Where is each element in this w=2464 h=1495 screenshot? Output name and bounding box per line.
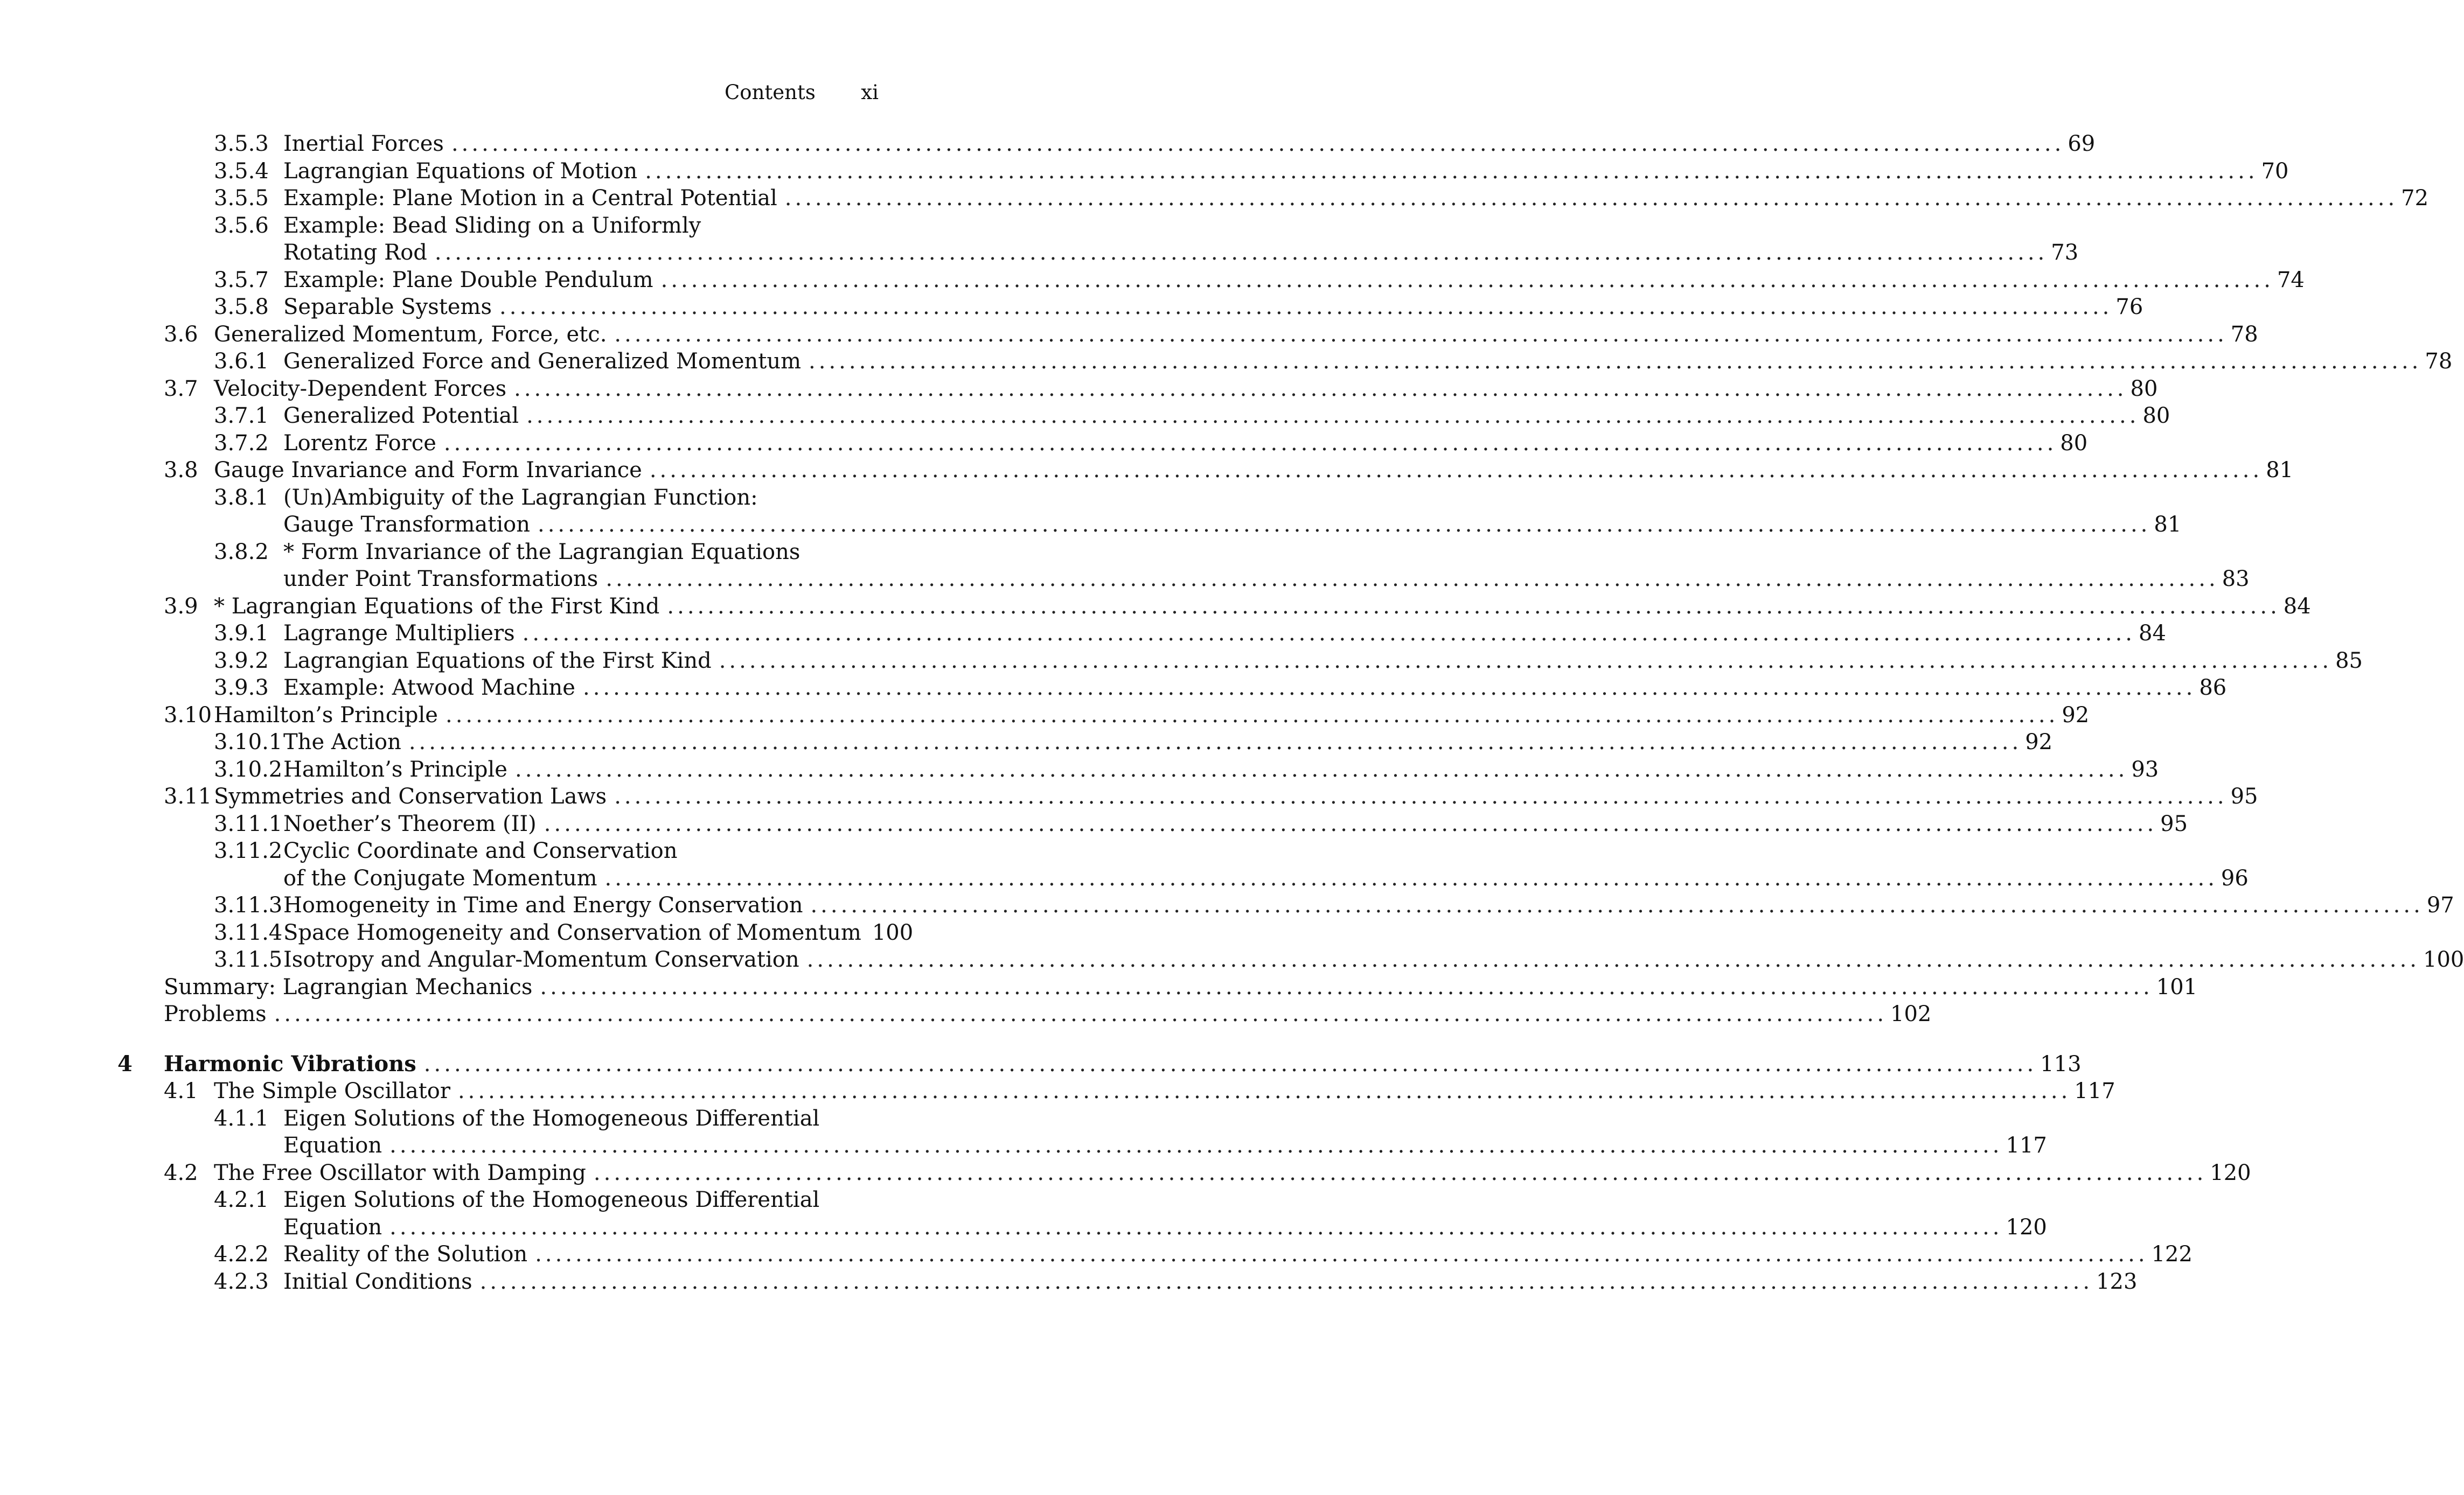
header-page-number: xi [861, 81, 879, 104]
toc-entry-title-wrap [283, 267, 2305, 294]
toc-page-number: 120 [2006, 1214, 2047, 1240]
toc-page-number: 76 [2115, 295, 2143, 319]
toc-entry-title-wrap [283, 239, 2079, 267]
toc-entry-title-wrap [164, 1051, 2082, 1078]
toc-entry-number: 3.11.2 [214, 839, 283, 863]
toc-page-number: 84 [2139, 621, 2166, 646]
toc-entry[interactable] [0, 1078, 2115, 1105]
toc-entry-number: 3.11 [164, 784, 212, 809]
leader-dots: ................................................................................................................................................................ [593, 1160, 2207, 1185]
toc-entry-title-wrap [283, 158, 2289, 185]
toc-entry-number: 3.5.3 [214, 131, 269, 156]
toc-entry-title: Space Homogeneity and Conservation of Momentum [283, 920, 861, 945]
toc-entry[interactable] [0, 457, 2294, 484]
toc-entry-number: 3.8.2 [214, 539, 269, 564]
toc-page-number: 83 [2222, 567, 2250, 591]
toc-entry-number: 3.5.5 [214, 186, 269, 211]
toc-entry-line [0, 620, 2166, 647]
toc-page-number: 84 [2283, 593, 2311, 619]
leader-dots: ................................................................................................................................................................ [605, 567, 2219, 591]
toc-entry-line [0, 946, 2464, 974]
toc-page-number: 100 [2423, 947, 2464, 972]
leader-dots: ................................................................................................................................................................ [645, 158, 2258, 184]
toc-entry-title-wrap [283, 1268, 2138, 1296]
leader-dots: ................................................................................................................................................................ [423, 1051, 2037, 1077]
toc-entry[interactable] [0, 1268, 2138, 1296]
toc-entry[interactable] [0, 702, 2090, 729]
toc-entry[interactable] [0, 919, 986, 947]
toc-entry-number: 3.5.6 [214, 213, 269, 238]
leader-dots: ................................................................................................................................................................ [514, 376, 2127, 401]
toc-entry-number: 3.7 [164, 376, 198, 401]
toc-entry-title: Problems [164, 1002, 267, 1026]
toc-entry-title: Reality of the Solution [283, 1242, 528, 1267]
toc-entry-number: 4.1.1 [214, 1106, 269, 1131]
toc-entry-title: Generalized Momentum, Force, etc. [214, 322, 607, 347]
toc-entry-line [0, 1001, 1932, 1028]
toc-page-number: 80 [2142, 403, 2170, 428]
toc-entry-title: Equation [283, 1214, 382, 1240]
toc-entry[interactable] [0, 348, 2453, 375]
toc-entry-number: 3.5.8 [214, 295, 269, 319]
toc-entry-title: Generalized Force and Generalized Momentum [283, 349, 802, 374]
toc-entry[interactable] [0, 837, 2249, 892]
toc-page-number: 92 [2062, 702, 2090, 728]
toc-entry-title: Summary: Lagrangian Mechanics [164, 974, 533, 1000]
toc-entry-line [0, 593, 2311, 620]
toc-entry-title: Initial Conditions [283, 1269, 472, 1294]
toc-entry-title: Eigen Solutions of the Homogeneous Differential [283, 1187, 820, 1212]
toc-entry-number: 3.10.2 [214, 757, 283, 782]
leader-dots: ................................................................................................................................................................ [667, 593, 2280, 619]
toc-entry-title-wrap [283, 811, 2188, 838]
toc-entry-number: 3.11.4 [214, 920, 283, 945]
toc-entry[interactable] [0, 647, 2363, 675]
leader-dots: ................................................................................................................................................................ [810, 893, 2424, 918]
toc-entry-title-wrap [214, 702, 2090, 729]
toc-entry-line [0, 865, 2249, 892]
toc-page-number: 117 [2074, 1079, 2115, 1103]
toc-entry[interactable] [0, 620, 2166, 647]
toc-entry-title-wrap [214, 375, 2158, 403]
leader-dots: ................................................................................................................................................................ [389, 1214, 2003, 1240]
toc-entry[interactable] [0, 212, 2079, 267]
toc-entry[interactable] [0, 185, 2429, 212]
toc-entry-line [0, 811, 2188, 838]
toc-entry-title: The Action [283, 730, 401, 755]
toc-entry-number: 3.6 [164, 322, 198, 347]
leader-dots: ................................................................................................................................................................ [514, 757, 2128, 782]
toc-entry-title: Cyclic Coordinate and Conservation [283, 839, 678, 863]
leader-dots: ................................................................................................................................................................ [806, 947, 2420, 972]
toc-entry-number: 4.2.2 [214, 1242, 269, 1267]
toc-entry-number: 3.9.3 [214, 675, 269, 700]
leader-dots: ................................................................................................................................................................ [443, 430, 2057, 456]
toc-page-number: 70 [2261, 158, 2289, 184]
toc-entry-line [0, 539, 986, 566]
toc-page-number: 93 [2131, 757, 2159, 782]
toc-entry-title: Separable Systems [283, 295, 492, 319]
toc-entry[interactable] [0, 430, 2088, 457]
toc-entry-title: * Lagrangian Equations of the First Kind [214, 593, 660, 619]
toc-entry-title-wrap [283, 348, 2453, 375]
toc-entry-title-wrap [283, 565, 2250, 593]
toc-entry-title-wrap [283, 756, 2159, 784]
toc-entry-title: The Free Oscillator with Damping [214, 1160, 586, 1185]
leader-dots: ................................................................................................................................................................ [809, 349, 2422, 374]
toc-entry-title: The Simple Oscillator [214, 1079, 450, 1103]
running-header [0, 81, 986, 108]
toc-entry-title: Rotating Rod [283, 240, 427, 265]
leader-dots: ................................................................................................................................................................ [451, 131, 2065, 156]
toc-entry-number: 3.11.1 [214, 811, 283, 836]
toc-entry-line [0, 783, 2258, 811]
toc-entry-line [0, 974, 2198, 1001]
toc-entry-title-wrap [283, 837, 678, 865]
header-title: Contents [725, 81, 816, 104]
toc-entry-line [0, 130, 2096, 158]
toc-entry-title-wrap [283, 430, 2088, 457]
toc-entry-title-wrap [283, 402, 2170, 430]
toc-entry-title-wrap [283, 1214, 2047, 1241]
toc-entry-line [0, 647, 2363, 675]
toc-entry-line [0, 919, 986, 947]
toc-entry-number: 3.9.2 [214, 648, 269, 673]
toc-entry[interactable] [0, 1159, 2251, 1187]
toc-entry-title: Noether’s Theorem (II) [283, 811, 537, 836]
leader-dots: ................................................................................................................................................................ [479, 1269, 2093, 1294]
toc-entry-title: Symmetries and Conservation Laws [214, 784, 607, 809]
toc-page-number: 100 [872, 920, 914, 945]
toc-entry-number: 3.10.1 [214, 730, 283, 755]
toc-entry[interactable] [0, 892, 2454, 919]
toc-entry-title: Generalized Potential [283, 403, 519, 428]
leader-dots: ................................................................................................................................................................ [499, 295, 2113, 319]
toc-entry-number: 4.2 [164, 1160, 198, 1185]
toc-entry-title: Gauge Invariance and Form Invariance [214, 458, 642, 483]
toc-entry-line [0, 294, 2143, 321]
toc-page-number: 69 [2068, 131, 2096, 156]
toc-entry-number: 3.11.3 [214, 893, 283, 918]
toc-page-number: 78 [2425, 349, 2453, 374]
toc-entry-title-wrap [283, 130, 2096, 158]
toc-entry-title-wrap [283, 484, 758, 512]
leader-dots: ................................................................................................................................................................ [614, 322, 2228, 347]
toc-entry-title-wrap [164, 974, 2198, 1001]
toc-entry-title-wrap [214, 1078, 2115, 1105]
toc-entry-title-wrap [214, 321, 2258, 348]
toc-page-number: 101 [2156, 974, 2198, 1000]
toc-entry-title: Example: Bead Sliding on a Uniformly [283, 213, 701, 238]
toc-entry[interactable] [0, 729, 2053, 756]
leader-dots: ................................................................................................................................................................ [408, 730, 2022, 755]
toc-page-number: 80 [2130, 376, 2158, 401]
toc-entry-title: Isotropy and Angular-Momentum Conservation [283, 947, 799, 972]
toc-entry[interactable] [0, 130, 2096, 158]
toc-page-number: 86 [2199, 675, 2227, 700]
toc-entry-number: 3.7.1 [214, 403, 269, 428]
toc-entry-number: 3.5.7 [214, 267, 269, 292]
chapter-spacer [0, 1028, 986, 1051]
toc-entry-title: Homogeneity in Time and Energy Conservation [283, 893, 803, 918]
toc-entry[interactable] [0, 974, 2198, 1001]
toc-entry[interactable] [0, 402, 2170, 430]
toc-entry-line [0, 267, 2305, 294]
toc-entry-line [0, 158, 2289, 185]
toc-entry-title-wrap [214, 457, 2294, 484]
toc-entry-number: 4.2.3 [214, 1269, 269, 1294]
toc-entry-title-wrap [283, 729, 2053, 756]
toc-entry[interactable] [0, 783, 2258, 811]
toc-page-number: 95 [2160, 811, 2188, 836]
leader-dots: ................................................................................................................................................................ [544, 811, 2157, 836]
toc-entry[interactable] [0, 946, 2464, 974]
toc-chapter-entry[interactable] [0, 1051, 2082, 1078]
leader-dots: ................................................................................................................................................................ [445, 702, 2059, 728]
toc-entry-line [0, 892, 2454, 919]
toc-entry-line [0, 756, 2159, 784]
toc-entry[interactable] [0, 1001, 1932, 1028]
leader-dots: ................................................................................................................................................................ [660, 267, 2274, 292]
toc-entry[interactable] [0, 811, 2188, 838]
leader-dots: ................................................................................................................................................................ [719, 648, 2333, 673]
leader-dots: ................................................................................................................................................................ [582, 675, 2196, 700]
toc-entry-title-wrap [283, 1105, 819, 1133]
leader-dots: ................................................................................................................................................................ [535, 1242, 2148, 1267]
toc-entry-title: Inertial Forces [283, 131, 444, 156]
toc-entry-line [0, 185, 2429, 212]
toc-entry-title: Lagrange Multipliers [283, 621, 515, 646]
toc-entry[interactable] [0, 1105, 2047, 1159]
toc-entry[interactable] [0, 1241, 2192, 1268]
toc-entry-line [0, 1159, 2251, 1187]
toc-page-number: 97 [2426, 893, 2454, 918]
toc-entry-title-wrap [283, 185, 2429, 212]
toc-entry-title-wrap [283, 647, 2363, 675]
toc-entry-number: 3.11.5 [214, 947, 283, 972]
toc-entry-title-wrap [214, 593, 2311, 620]
leader-dots: ................................................................................................................................................................ [457, 1079, 2071, 1103]
toc-entry-number: 3.10 [164, 702, 212, 728]
leader-dots: ................................................................................................................................................................ [522, 621, 2136, 646]
leader-dots: ................................................................................................................................................................ [274, 1002, 1888, 1026]
toc-entry-line [0, 430, 2088, 457]
toc-entry[interactable] [0, 539, 2250, 593]
toc-entry-number: 3.9 [164, 593, 198, 619]
toc-page-number: 81 [2154, 512, 2182, 537]
toc-entry-title: * Form Invariance of the Lagrangian Equations [283, 539, 801, 564]
toc-page-number: 80 [2060, 430, 2088, 456]
toc-entry-line [0, 484, 986, 512]
toc-entry-title-wrap [283, 892, 2454, 919]
toc-entry-title: Equation [283, 1133, 382, 1158]
toc-entry-line [0, 1051, 2082, 1078]
toc-entry[interactable] [0, 375, 2158, 403]
toc-entry-line [0, 239, 2079, 267]
leader-dots: ................................................................................................................................................................ [614, 784, 2228, 809]
toc-entry-line [0, 321, 2258, 348]
toc-entry-title-wrap [214, 1159, 2251, 1187]
toc-page-number: 81 [2266, 458, 2294, 483]
toc-entry-title: Example: Plane Double Pendulum [283, 267, 653, 292]
toc-entry-number: 4 [117, 1051, 133, 1077]
toc-entry-title-wrap [283, 539, 800, 566]
toc-entry-line [0, 674, 2227, 702]
toc-entry-number: 3.6.1 [214, 349, 269, 374]
toc-entry-number: 3.8.1 [214, 485, 269, 510]
toc-page-number: 102 [1890, 1002, 1932, 1026]
toc-entry-title-wrap [283, 919, 914, 947]
toc-entry-line [0, 837, 986, 865]
toc-entry-title: Velocity-Dependent Forces [214, 376, 507, 401]
toc-entry-title: Example: Atwood Machine [283, 675, 575, 700]
toc-page-number: 85 [2335, 648, 2363, 673]
toc-entry-number: 3.7.2 [214, 430, 269, 456]
toc-entry-title-wrap [164, 1001, 1932, 1028]
toc-entry-title-wrap [283, 865, 2249, 892]
toc-entry-line [0, 1268, 2138, 1296]
toc-entry[interactable] [0, 321, 2258, 348]
toc-entry-number: 4.1 [164, 1079, 198, 1103]
toc-entry-title-wrap [283, 511, 2182, 539]
toc-entry-line [0, 1241, 2192, 1268]
toc-entry-title: under Point Transformations [283, 567, 598, 591]
toc-entry-title: Hamilton’s Principle [283, 757, 507, 782]
toc-entry[interactable] [0, 294, 2143, 321]
toc-entry-line [0, 565, 2250, 593]
toc-page-number: 96 [2221, 865, 2249, 891]
toc-entry-title-wrap [283, 674, 2227, 702]
leader-dots: ................................................................................................................................................................ [784, 186, 2398, 211]
toc-entry-title-wrap [283, 1132, 2047, 1159]
toc-entry-title-wrap [283, 1186, 819, 1214]
leader-dots: ................................................................................................................................................................ [604, 865, 2218, 891]
toc-entry-title-wrap [214, 783, 2258, 811]
leader-dots: ................................................................................................................................................................ [389, 1133, 2003, 1158]
toc-entry-line [0, 348, 2453, 375]
toc-entry-line [0, 1105, 986, 1133]
leader-dots: ................................................................................................................................................................ [434, 240, 2048, 265]
toc-entry-title: Lagrangian Equations of the First Kind [283, 648, 712, 673]
toc-entry-title-wrap [283, 620, 2166, 647]
toc-page-number: 73 [2051, 240, 2079, 265]
toc-entry-line [0, 1132, 2047, 1159]
toc-entry-title: Example: Plane Motion in a Central Potential [283, 186, 777, 211]
toc-entry-title: Harmonic Vibrations [164, 1051, 416, 1077]
toc-page-number: 123 [2096, 1269, 2138, 1294]
toc-entry[interactable] [0, 756, 2159, 784]
toc-entry-title: Gauge Transformation [283, 512, 530, 537]
toc-entry-title-wrap [283, 294, 2143, 321]
toc-entry-number: 3.9.1 [214, 621, 269, 646]
toc-page-number: 72 [2401, 186, 2429, 211]
leader-dots: ................................................................................................................................................................ [526, 403, 2140, 428]
toc-entry-line [0, 402, 2170, 430]
toc-page-number: 122 [2151, 1242, 2192, 1267]
toc-page-number: 74 [2277, 267, 2305, 292]
toc-entry-line [0, 212, 986, 240]
toc-entry-line [0, 457, 2294, 484]
toc-entry-title-wrap [283, 212, 701, 240]
toc-entry[interactable] [0, 674, 2227, 702]
toc-entry-title: of the Conjugate Momentum [283, 865, 597, 891]
toc-entry-title-wrap [283, 946, 2464, 974]
toc-entry[interactable] [0, 1186, 2047, 1241]
toc-entry-line [0, 1186, 986, 1214]
leader-dots: ................................................................................................................................................................ [538, 512, 2151, 537]
toc-entry-title: (Un)Ambiguity of the Lagrangian Function: [283, 485, 758, 510]
toc-entry-title: Lorentz Force [283, 430, 436, 456]
toc-entry-number: 3.5.4 [214, 158, 269, 184]
table-of-contents [0, 130, 2464, 1295]
toc-page-number: 113 [2040, 1051, 2082, 1077]
toc-entry-title: Eigen Solutions of the Homogeneous Differential [283, 1106, 820, 1131]
toc-entry-number: 3.8 [164, 458, 198, 483]
toc-entry[interactable] [0, 593, 2311, 620]
toc-entry[interactable] [0, 267, 2305, 294]
toc-page-number: 120 [2210, 1160, 2251, 1185]
toc-entry-line [0, 375, 2158, 403]
toc-page-number: 78 [2230, 322, 2258, 347]
toc-page-number: 117 [2006, 1133, 2047, 1158]
toc-entry-title: Lagrangian Equations of Motion [283, 158, 638, 184]
toc-entry-title: Hamilton’s Principle [214, 702, 438, 728]
toc-entry-title-wrap [283, 1241, 2192, 1268]
toc-entry[interactable] [0, 484, 2182, 539]
leader-dots: ................................................................................................................................................................ [540, 974, 2153, 1000]
toc-entry[interactable] [0, 158, 2289, 185]
leader-dots: ................................................................................................................................................................ [649, 458, 2263, 483]
toc-entry-line [0, 1214, 2047, 1241]
toc-entry-line [0, 511, 2182, 539]
toc-page-number: 95 [2230, 784, 2258, 809]
toc-entry-line [0, 729, 2053, 756]
toc-entry-number: 4.2.1 [214, 1187, 269, 1212]
toc-page-number: 92 [2025, 730, 2053, 755]
toc-entry-line [0, 702, 2090, 729]
toc-entry-line [0, 1078, 2115, 1105]
